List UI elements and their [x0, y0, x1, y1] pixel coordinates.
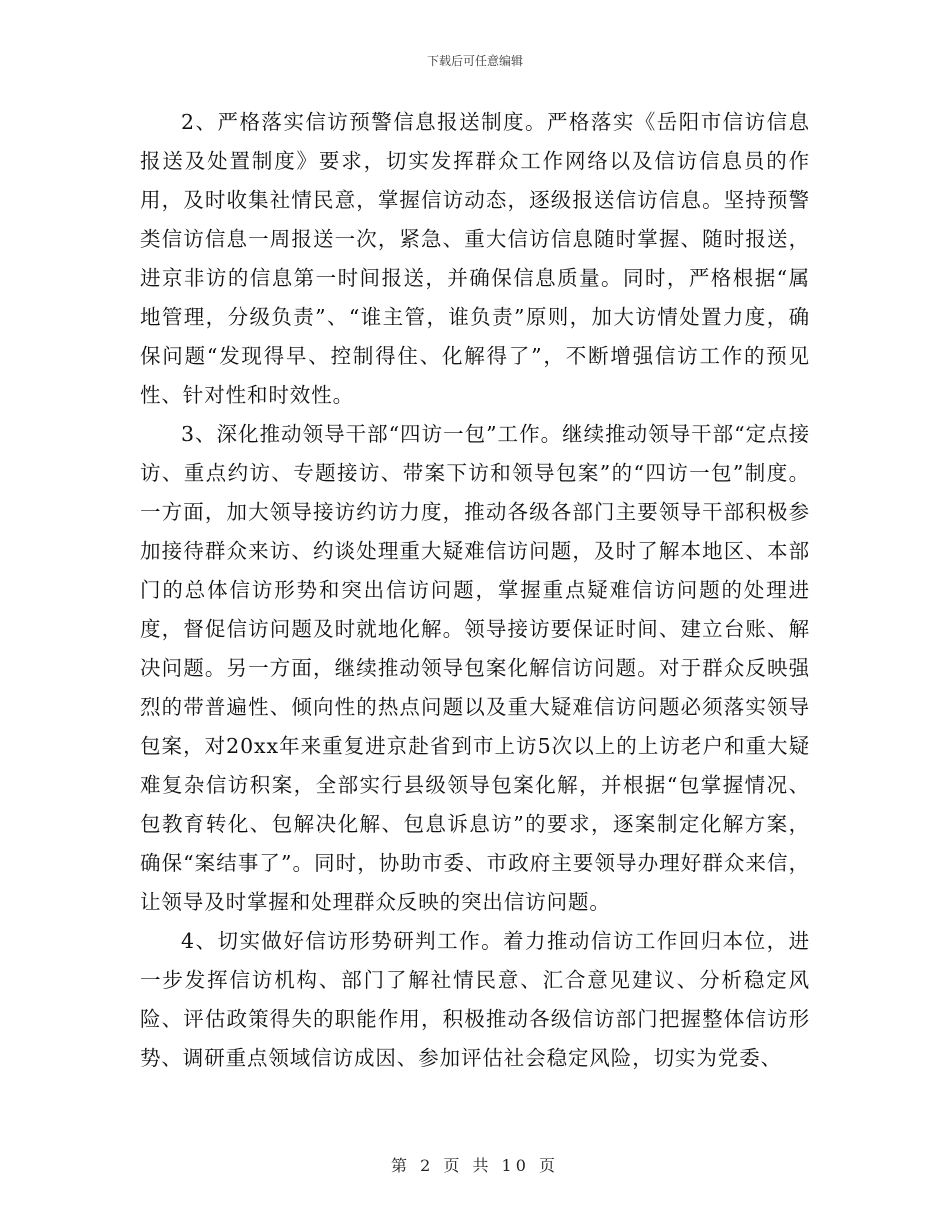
paragraph-item-3: 3、深化推动领导干部“四访一包”工作。继续推动领导干部“定点接访、重点约访、专题接访、带案下访和领导包案”的“四访一包”制度。一方面，加大领导接访约访力度，推动各级各部门主要领导干部积极参加接待群众来访、约谈处理重大疑难信访问题，及时了解本地区、本部门的总体信访形势和突出信访问题，掌握重点疑难信访问题的处理进度，督促信访问题及时就地化解。领导接访要保证时间、建立台账、解决问题。另一方面，继续推动领导包案化解信访问题。对于群众反映强烈的带普遍性、倾向性的热点问题以及重大疑难信访问题必须落实领导包案，对20xx年来重复进京赴省到市上访5次以上的上访老户和重大疑难复杂信访积案，全部实行县级领导包案化解，并根据“包掌握情况、包教育转化、包解决化解、包息诉息访”的要求，逐案制定化解方案，确保“案结事了”。同时，协助市委、市政府主要领导办理好群众来信，让领导及时掌握和处理群众反映的突出信访问题。: [140, 422, 810, 914]
paragraph-item-2: 2、严格落实信访预警信息报送制度。严格落实《岳阳市信访信息报送及处置制度》要求，切实发挥群众工作网络以及信访信息员的作用，及时收集社情民意，掌握信访动态，逐级报送信访信息。坚持预警类信访信息一周报送一次，紧急、重大信访信息随时掌握、随时报送，进京非访的信息第一时间报送，并确保信息质量。同时，严格根据“属地管理，分级负责”、“谁主管，谁负责”原则，加大访情处置力度，确保问题“发现得早、控制得住、化解得了”，不断增强信访工作的预见性、针对性和时效性。: [140, 110, 810, 407]
page-header: 下载后可任意编辑: [426, 54, 523, 68]
document-body: [140, 103, 810, 1078]
page-number-footer: 第 2 页 共 10 页: [391, 1156, 559, 1175]
paragraph-item-4: 4、切实做好信访形势研判工作。着力推动信访工作回归本位，进一步发挥信访机构、部门了解社情民意、汇合意见建议、分析稳定风险、评估政策得失的职能作用，积极推动各级信访部门把握整体信访形势、调研重点领域信访成因、参加评估社会稳定风险，切实为党委、: [140, 929, 810, 1070]
